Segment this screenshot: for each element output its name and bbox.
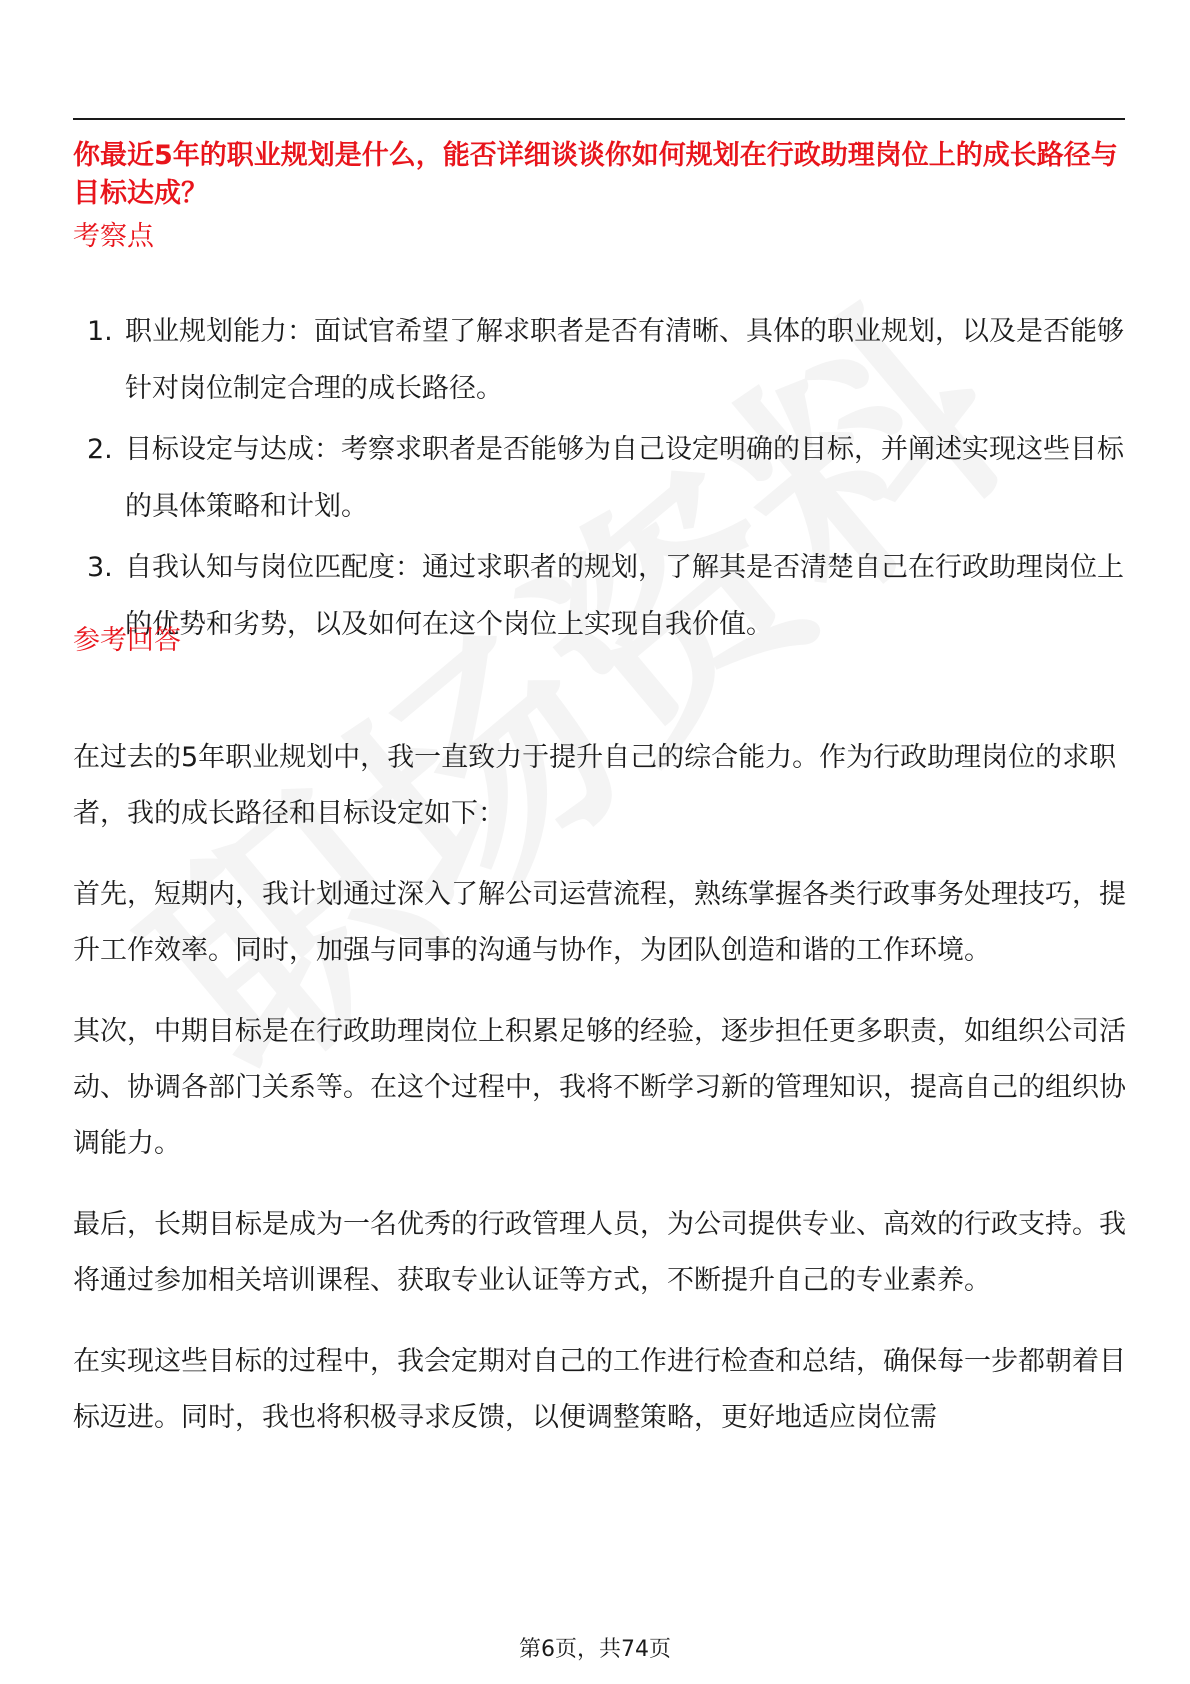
top-divider: [73, 118, 1125, 120]
answer-paragraph: 在过去的5年职业规划中，我一直致力于提升自己的综合能力。作为行政助理岗位的求职者，我的成长路径和目标设定如下：: [73, 742, 1117, 829]
answer-body: [73, 730, 1128, 1471]
list-item-number: 2.: [87, 434, 113, 465]
question-heading: 你最近5年的职业规划是什么，能否详细谈谈你如何规划在行政助理岗位上的成长路径与目标达成？: [73, 140, 1118, 209]
list-item-text: 自我认知与岗位匹配度：通过求职者的规划，了解其是否清楚自己在行政助理岗位上的优势和劣势，以及如何在这个岗位上实现自我价值。: [125, 552, 1124, 640]
section-title-points: 考察点: [73, 221, 154, 252]
list-item-number: 3.: [87, 552, 113, 583]
answer-paragraph: 在实现这些目标的过程中，我会定期对自己的工作进行检查和总结，确保每一步都朝着目标迈进。同时，我也将积极寻求反馈，以便调整策略，更好地适应岗位需: [73, 1346, 1126, 1433]
list-item-text: 职业规划能力：面试官希望了解求职者是否有清晰、具体的职业规划，以及是否能够针对岗位制定合理的成长路径。: [125, 316, 1124, 404]
list-item-text: 目标设定与达成：考察求职者是否能够为自己设定明确的目标，并阐述实现这些目标的具体策略和计划。: [125, 434, 1124, 522]
page-number: 第6页，共74页: [519, 1637, 671, 1662]
answer-paragraph: 首先，短期内，我计划通过深入了解公司运营流程，熟练掌握各类行政事务处理技巧，提升工作效率。同时，加强与同事的沟通与协作，为团队创造和谐的工作环境。: [73, 879, 1126, 966]
points-list: [73, 303, 1128, 657]
section-title-answer: 参考回答: [73, 625, 181, 656]
list-item: [73, 421, 1128, 535]
list-item: [73, 303, 1128, 417]
list-item: [73, 539, 1128, 653]
list-item-number: 1.: [87, 316, 113, 347]
answer-paragraph: 其次，中期目标是在行政助理岗位上积累足够的经验，逐步担任更多职责，如组织公司活动、协调各部门关系等。在这个过程中，我将不断学习新的管理知识，提高自己的组织协调能力。: [73, 1016, 1126, 1159]
answer-paragraph: 最后，长期目标是成为一名优秀的行政管理人员，为公司提供专业、高效的行政支持。我将通过参加相关培训课程、获取专业认证等方式，不断提升自己的专业素养。: [73, 1209, 1126, 1296]
